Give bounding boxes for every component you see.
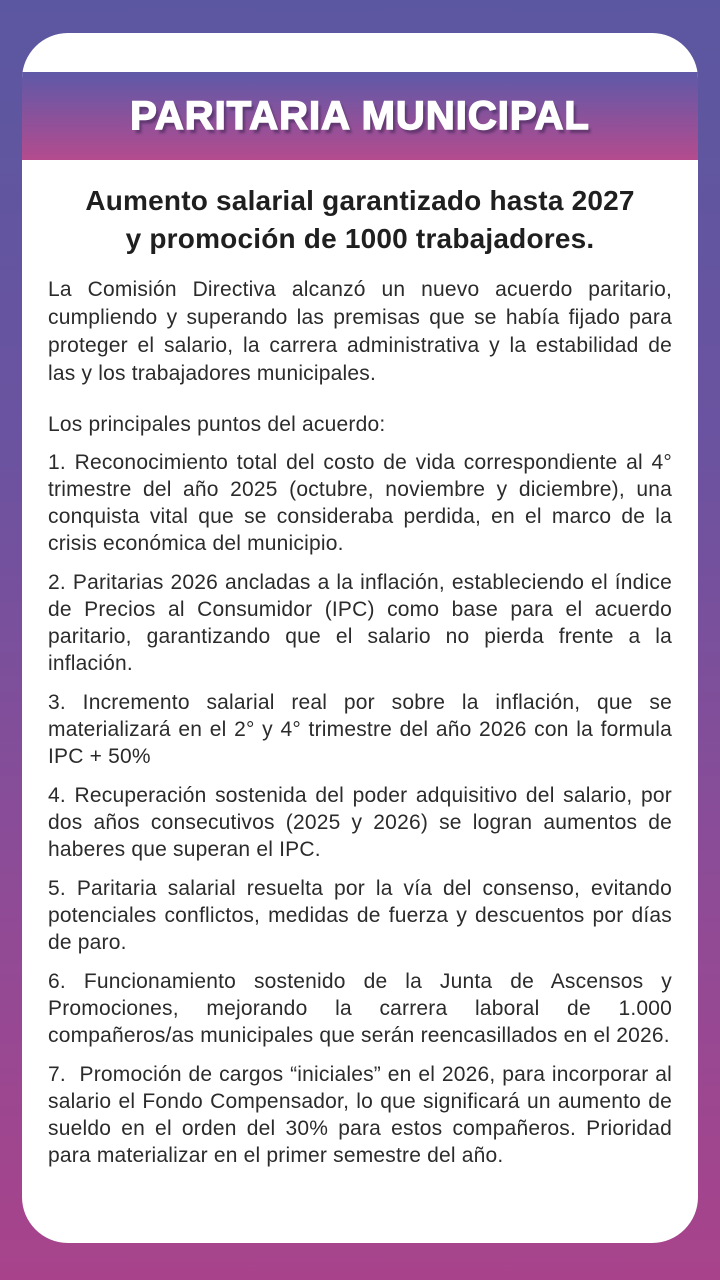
headline [48,182,672,258]
point-item-5: 5. Paritaria salarial resuelta por la vía del consenso, evitando potenciales conflictos, medidas de fuerza y descuentos por días de paro. [48,877,672,954]
point-item-4: 4. Recuperación sostenida del poder adquisitivo del salario, por dos años consecutivos (2025 y 2026) se logran aumentos de haberes que superan el IPC. [48,784,672,861]
page-title: PARITARIA MUNICIPAL [130,93,590,138]
flyer-card [22,33,698,1243]
point-item-7: 7. Promoción de cargos “iniciales” en el 2026, para incorporar al salario el Fondo Compensador, lo que significará un aumento de sueldo en el orden del 30% para estos compañeros. Prioridad para materializar en el primer semestre del año. [48,1063,672,1167]
point-item-1: 1. Reconocimiento total del costo de vida correspondiente al 4° trimestre del año 2025 (octubre, noviembre y diciembre), una conquista vital que se consideraba perdida, en el marco de la crisis económica del municipio. [48,451,672,555]
intro-paragraph: La Comisión Directiva alcanzó un nuevo acuerdo paritario, cumpliendo y superando las premisas que se había fijado para proteger el salario, la carrera administrativa y la estabilidad de las y los trabajadores municipales. [48,278,672,385]
headline-line-1: Aumento salarial garantizado hasta 2027 [85,185,635,216]
points-heading: Los principales puntos del acuerdo: [48,413,386,436]
point-item-2: 2. Paritarias 2026 ancladas a la inflación, estableciendo el índice de Precios al Consumidor (IPC) como base para el acuerdo paritario, garantizando que el salario no pierda frente a la inflación. [48,571,672,675]
point-item-3: 3. Incremento salarial real por sobre la inflación, que se materializará en el 2° y 4° trimestre del año 2026 con la formula IPC + 50% [48,691,672,768]
point-item-6: 6. Funcionamiento sostenido de la Junta de Ascensos y Promociones, mejorando la carrera laboral de 1.000 compañeros/as municipales que serán reencasillados en el 2026. [48,970,672,1047]
headline-line-2: y promoción de 1000 trabajadores. [125,223,595,254]
header-band [22,72,698,160]
flyer-content [22,182,698,1169]
